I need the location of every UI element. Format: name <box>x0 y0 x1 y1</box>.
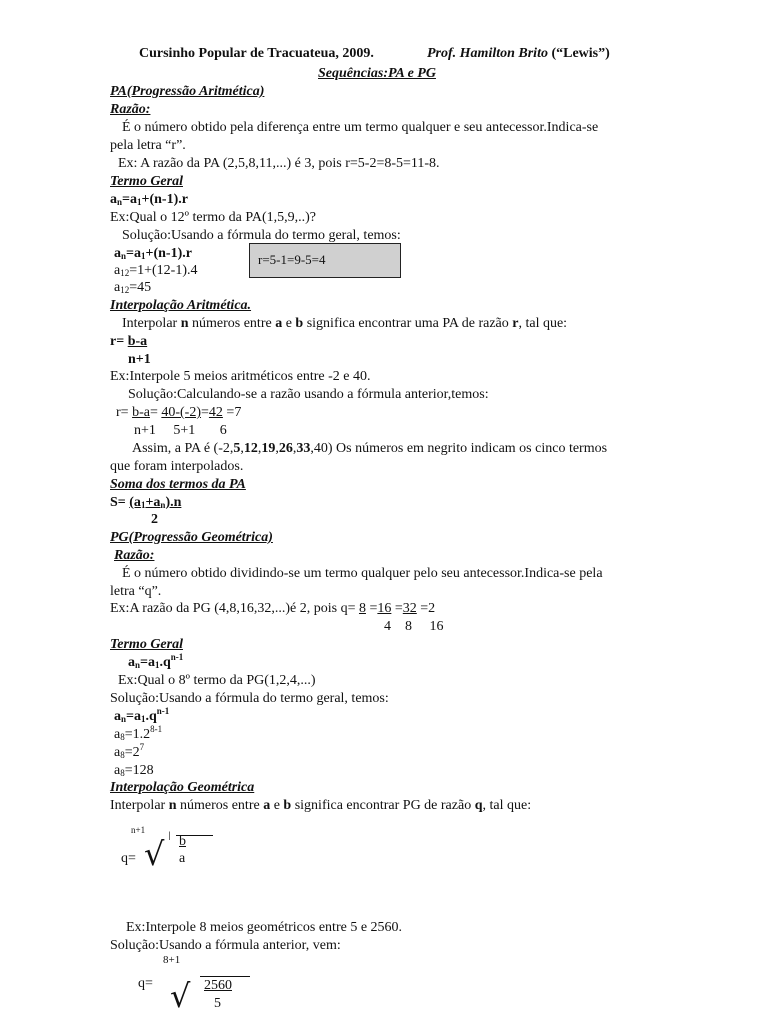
root2-radical-sign: √ <box>170 977 191 1015</box>
pa-soma-formula: $S= (a_1+a_n).n$ <box>110 495 182 510</box>
pg-interp-definition: Interpolar n números entre a e b significa encontrar PG de razão q, tal que: <box>110 798 532 813</box>
root2-vinculum <box>200 976 250 977</box>
header-nickname: (“Lewis”) <box>547 46 610 61</box>
pg-interp-example: Ex:Interpole 8 meios geométricos entre 5 e 2560. <box>126 920 403 935</box>
pa-soma-den: 2 <box>151 512 158 527</box>
pa-a12-step: $a_{12}=1+(12-1).4$ <box>114 263 198 278</box>
pa-interp-calc-den: n+1 5+1 6 <box>134 423 227 438</box>
root1-index: n+1 <box>131 825 146 835</box>
pa-title: PA(Progressão Aritmética) <box>110 84 265 99</box>
page-subtitle: Sequências:PA e PG <box>318 66 436 81</box>
root1-numerator: b <box>179 834 186 849</box>
pg-termo-example: Ex:Qual o 8º termo da PG(1,2,4,...) <box>118 673 316 688</box>
pa-termo-example: Ex:Qual o 12º termo da PA(1,5,9,..)? <box>110 210 317 225</box>
pa-razao-line1: É o número obtido pela diferença entre um termo qualquer e seu antecessor.Indica-se <box>122 120 599 135</box>
pa-soma-heading: Soma dos termos da PA <box>110 477 246 492</box>
header-teacher: Prof. Hamilton Brito <box>427 46 548 61</box>
pa-razao-example: Ex: A razão da PA (2,5,8,11,...) é 3, pois r=5-2=8-5=11-8. <box>118 156 440 171</box>
pa-interp-formula-den: n+1 <box>128 352 151 367</box>
pg-razao-example: Ex:A razão da PG (4,8,16,32,...)é 2, pois q= 8 =16 =32 =2 <box>110 601 436 616</box>
root1-tick: ǀ <box>168 828 171 843</box>
pg-interp-solution: Solução:Usando a fórmula anterior, vem: <box>110 938 341 953</box>
pa-formula-repeat: $a_n=a_1+(n-1).r$ <box>114 246 192 261</box>
pg-formula: $a_n=a_1.q^{n-1}$ <box>128 652 184 670</box>
header-teacher-line <box>427 46 610 62</box>
pg-razao-line1: É o número obtido dividindo-se um termo qualquer pelo seu antecessor.Indica-se pela <box>122 566 603 581</box>
pa-interp-solution: Solução:Calculando-se a razão usando a fórmula anterior,temos: <box>128 387 489 402</box>
pg-razao-line2: letra “q”. <box>110 584 162 599</box>
pa-a12-result: $a_{12}=45$ <box>114 280 152 295</box>
root1-radical-sign: √ <box>144 835 165 873</box>
pg-a8-step1: $a_8=1.2^{8-1}$ <box>114 724 163 742</box>
pg-formula-repeat: $a_n=a_1.q^{n-1}$ <box>114 706 170 724</box>
pa-termo-heading: Termo Geral <box>110 174 183 189</box>
header-course: Cursinho Popular de Tracuateua, 2009. <box>139 46 374 61</box>
pa-interp-example: Ex:Interpole 5 meios aritméticos entre -2 e 40. <box>110 369 371 384</box>
pg-a8-result: $a_8=128$ <box>114 763 154 778</box>
root1-q-label: q= <box>121 851 136 866</box>
pg-title: PG(Progressão Geométrica) <box>110 530 273 545</box>
root2-q-label: q= <box>138 976 153 991</box>
pa-interp-heading: Interpolação Aritmética. <box>110 298 252 313</box>
root2-index: 8+1 <box>163 954 181 966</box>
root2-denominator: 5 <box>214 996 221 1011</box>
pa-formula: $a_n=a_1+(n-1).r$ <box>110 192 188 207</box>
pa-interp-assim-line2: que foram interpolados. <box>110 459 244 474</box>
razao-note-text: r=5-1=9-5=4 <box>258 252 326 267</box>
pa-interp-formula-num: r= b-a <box>110 334 148 349</box>
pa-interp-assim-line1: Assim, a PA é (-2,5,12,19,26,33,40) Os números em negrito indicam os cinco termos <box>132 441 608 456</box>
pg-razao-heading: Razão: <box>114 548 155 563</box>
pg-razao-dens: 4 8 16 <box>384 619 444 634</box>
pa-razao-line2: pela letra “r”. <box>110 138 186 153</box>
pg-termo-heading: Termo Geral <box>110 637 183 652</box>
pg-a8-step2: $a_8=2^7$ <box>114 742 145 760</box>
root2-numerator: 2560 <box>204 978 232 993</box>
pg-interp-heading: Interpolação Geométrica <box>110 780 255 795</box>
root1-denominator: a <box>179 851 186 866</box>
razao-note-box <box>249 243 401 278</box>
pa-interp-calc-num: r= b-a= 40-(-2)=42 =7 <box>116 405 242 420</box>
pa-razao-heading: Razão: <box>110 102 151 117</box>
pa-termo-solution: Solução:Usando a fórmula do termo geral, temos: <box>122 228 401 243</box>
pa-interp-definition: Interpolar n números entre a e b significa encontrar uma PA de razão r, tal que: <box>122 316 568 331</box>
pg-termo-solution: Solução:Usando a fórmula do termo geral, temos: <box>110 691 389 706</box>
